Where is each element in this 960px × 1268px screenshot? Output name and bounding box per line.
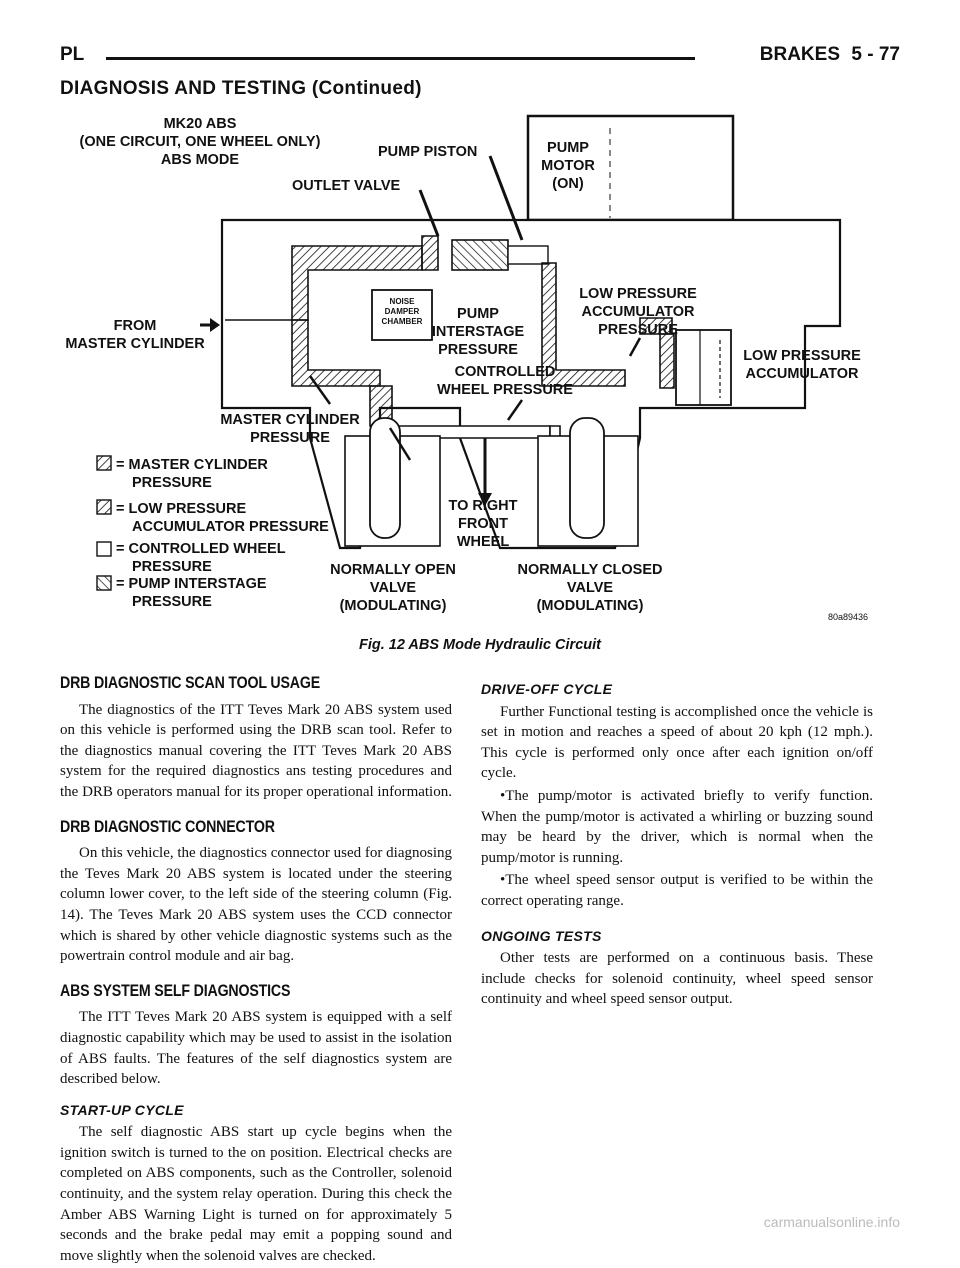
low-pressure-accumulator [676,330,731,405]
para-drb-usage: The diagnostics of the ITT Teves Mark 20 ABS system used on this vehicle is performed using the DRB scan tool. Refer to the diagnostics manual covering the ITT Teves Mark 20 ABS system for the required diagnostics ans testing procedures and the DRB operators manual for its proper operational information. [60,701,452,800]
label-outlet-valve: OUTLET VALVE [292,178,401,194]
svg-text:MK20 ABS [164,116,237,132]
heading-drb-usage: DRB DIAGNOSTIC SCAN TOOL USAGE [60,674,321,692]
label-nc-valve-3: (MODULATING) [536,598,644,614]
legend-swatch-lowpressure [97,500,111,514]
heading-driveoff: DRIVE-OFF CYCLE [481,681,613,697]
label-interstage-3: PRESSURE [438,342,518,358]
svg-text:CONTROLLED [455,364,556,380]
label-noise-3: CHAMBER [381,317,423,326]
svg-text:FRONT [458,516,508,532]
para-drb-connector: On this vehicle, the diagnostics connector used for diagnosing the Teves Mark 20 ABS system is located under the steering column lower cover, to the left side of the steering column (Fig. 14). The Teves Mark 20 ABS system uses the CCD connector which is shared by other vehicle diagnostic systems such as the powertrain control module and air bag. [60,845,452,965]
svg-text:TO RIGHT [448,498,517,514]
svg-text:LOW PRESSURE [579,286,697,302]
legend-swatch-controlled [97,542,111,556]
svg-text:NOISE [390,297,416,306]
page-header [60,44,900,72]
legend-swatch-master [97,456,111,470]
figure-code: 80a89436 [828,612,869,622]
heading-startup: START-UP CYCLE [60,1101,184,1118]
svg-text:ACCUMULATOR [581,304,695,320]
label-to-right-3: WHEEL [456,534,510,550]
label-mc-pressure-2: PRESSURE [250,430,330,446]
left-column [60,665,452,1268]
label-nc-valve-1: NORMALLY CLOSED [517,562,663,578]
legend-controlled-1: = CONTROLLED WHEEL [116,541,286,557]
label-lp-acc-pressure-1: LOW PRESSURE [579,286,697,302]
legend-interstage-2: PRESSURE [132,594,212,610]
label-no-valve-1: NORMALLY OPEN [330,562,456,578]
legend-controlled-2: PRESSURE [132,559,212,575]
legend-interstage-1: = PUMP INTERSTAGE [116,576,267,592]
label-controlled-wheel-2: WHEEL PRESSURE [437,382,573,398]
svg-text:(ONE CIRCUIT, ONE WHEEL ONLY) [80,134,321,150]
svg-text:(MODULATING) [537,598,644,614]
label-lp-accumulator-1: LOW PRESSURE [743,348,861,364]
label-from-master-2: MASTER CYLINDER [65,336,205,352]
label-lp-accumulator-2: ACCUMULATOR [745,366,859,382]
continued-title: DIAGNOSIS AND TESTING (Continued) [60,78,422,99]
para-self-diag: The ITT Teves Mark 20 ABS system is equipped with a self diagnostic capability which may be used to assist in the isolation of ABS faults. The features of the self diagnostics system are described below. [60,1009,452,1088]
svg-text:WHEEL [457,534,510,550]
svg-text:PRESSURE [598,322,678,338]
header-page-number: 5 - 77 [851,44,900,65]
svg-text:ABS MODE [161,152,239,168]
svg-text:VALVE [567,580,614,596]
heading-ongoing: ONGOING TESTS [481,927,602,944]
abs-hydraulic-diagram [60,108,900,628]
svg-text:VALVE [370,580,417,596]
label-controlled-wheel-1: CONTROLLED [454,364,556,380]
label-noise-2: DAMPER [384,307,420,316]
svg-text:ACCUMULATOR [745,366,859,382]
svg-text:CHAMBER [382,317,423,326]
svg-text:FROM [114,318,157,334]
legend-swatch-interstage [97,576,111,590]
svg-text:(MODULATING) [340,598,447,614]
bullet-driveoff-1-text: The pump/motor is activated briefly to verify function. When the pump/motor is activated a whirling or buzzing sound may be heard by the driver, which is normal when the pump/motor is running. [481,787,873,866]
legend-low-1: = LOW PRESSURE [116,501,247,517]
bullet-driveoff-2-text: The wheel speed sensor output is verified to be within the correct operating range. [481,872,873,909]
svg-text:NORMALLY CLOSED [517,562,662,578]
svg-text:INTERSTAGE [432,324,525,340]
diagram-title-line2: (ONE CIRCUIT, ONE WHEEL ONLY) [79,134,321,150]
legend-master-2: PRESSURE [132,475,212,491]
heading-drb-connector: DRB DIAGNOSTIC CONNECTOR [60,817,275,836]
header-section: BRAKES [759,44,840,65]
legend-low-2: ACCUMULATOR PRESSURE [132,519,329,535]
label-nc-valve-2: VALVE [566,580,614,596]
label-interstage-1: PUMP [457,306,499,322]
label-to-right-2: FRONT [458,516,508,532]
label-interstage-2: INTERSTAGE [431,324,525,340]
svg-text:PUMP [457,306,499,322]
label-no-valve-3: (MODULATING) [339,598,447,614]
figure-caption: Fig. 12 ABS Mode Hydraulic Circuit [359,637,601,653]
label-to-right-1: TO RIGHT [448,498,518,514]
label-from-master-1: FROM [113,318,157,334]
svg-text:MOTOR [541,158,595,174]
right-column [481,665,873,1012]
label-pump-motor-3: (ON) [552,176,584,192]
para-startup: The self diagnostic ABS start up cycle begins when the ignition switch is turned to the on position. Electrical checks are completed on ABS components, such as the Controller, solenoid continuity, and the system relay operation. During this check the Amber ABS Warning Light is turned on for approximately 5 seconds and the brake pedal may emit a popping sound and move slightly when the solenoid valves are checked. [60,1124,452,1264]
bullet-driveoff-2: •The wheel speed sensor output is verified to be within the correct operating range. [481,872,873,909]
svg-text:PRESSURE [250,430,330,446]
label-pump-piston: PUMP PISTON [378,144,478,160]
svg-text:PRESSURE [438,342,518,358]
svg-text:(ON) [552,176,584,192]
svg-text:DAMPER [385,307,420,316]
bullet-driveoff-1: •The pump/motor is activated briefly to verify function. When the pump/motor is activated a whirling or buzzing sound may be heard by the driver, which is normal when the pump/motor is running. [481,787,873,866]
watermark: carmanualsonline.info [763,1214,900,1230]
pump-piston [452,240,508,270]
label-lp-acc-pressure-3: PRESSURE [598,322,678,338]
label-pump-motor-1: PUMP [547,140,589,156]
para-driveoff: Further Functional testing is accomplished once the vehicle is set in motion and reaches a speed of about 20 kph (12 mph.). This cycle is performed only once after each ignition on/off cycle. [481,703,873,782]
svg-text:LOW PRESSURE [743,348,861,364]
legend-master-1: = MASTER CYLINDER [116,457,268,473]
header-vehicle-code: PL [60,44,85,65]
svg-text:MASTER CYLINDER [220,412,360,428]
para-ongoing: Other tests are performed on a continuous basis. These include checks for solenoid continuity, wheel speed sensor continuity and wheel speed sensor output. [481,950,873,1008]
diagram-title-line1: MK20 ABS [163,116,237,132]
svg-text:PUMP [547,140,589,156]
header-rule [106,57,695,60]
svg-text:WHEEL PRESSURE [437,382,573,398]
label-noise-1: NOISE [389,297,415,306]
label-lp-acc-pressure-2: ACCUMULATOR [581,304,695,320]
svg-text:NORMALLY OPEN [330,562,456,578]
diagram-title-line3: ABS MODE [160,152,240,168]
label-no-valve-2: VALVE [369,580,417,596]
heading-self-diag: ABS SYSTEM SELF DIAGNOSTICS [60,981,291,1000]
label-mc-pressure-1: MASTER CYLINDER [220,412,360,428]
svg-text:MASTER CYLINDER [65,336,205,352]
label-pump-motor-2: MOTOR [541,158,595,174]
